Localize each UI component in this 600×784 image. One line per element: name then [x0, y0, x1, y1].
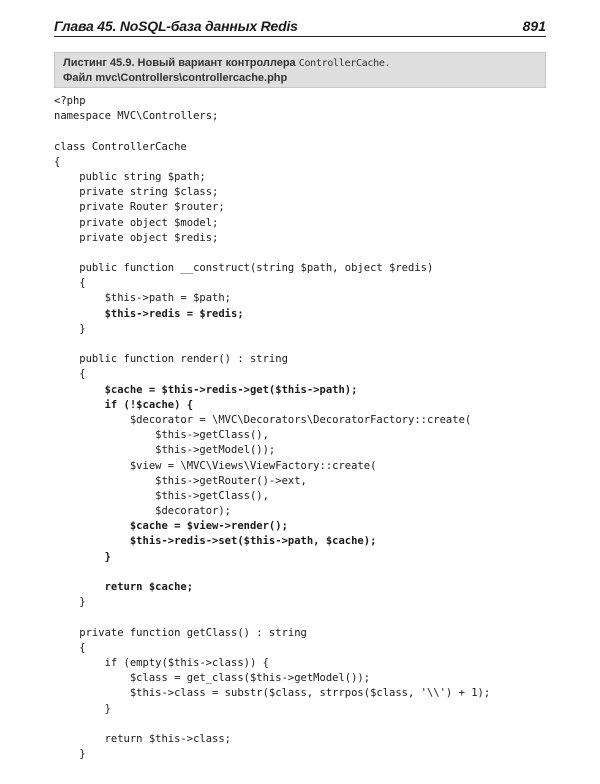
code-line: [54, 246, 546, 261]
listing-caption: [54, 52, 546, 88]
code-line: }: [54, 550, 111, 563]
code-line: public function render() : string: [54, 353, 288, 366]
listing-caption-prefix: Листинг 45.9. Новый вариант контроллера: [63, 57, 299, 69]
code-line: return $cache;: [54, 581, 194, 593]
listing-caption-file: Файл mvc\Controllers\controllercache.php: [63, 72, 288, 84]
code-line: $this->redis->set($this->path, $cache);: [54, 535, 377, 548]
code-line: }: [54, 702, 111, 715]
chapter-title: Глава 45. NoSQL-база данных Redis: [54, 18, 298, 34]
code-line: $cache = $this->redis->get($this->path);: [54, 383, 358, 396]
code-line: public string $path;: [54, 170, 206, 183]
code-line: }: [54, 596, 86, 609]
header-divider: [54, 36, 546, 37]
code-line: {: [54, 368, 86, 381]
code-line: $this->getModel());: [54, 444, 276, 457]
code-line: {: [54, 277, 86, 290]
code-line: }: [54, 322, 86, 335]
code-line: $this->redis = $redis;: [54, 307, 244, 320]
code-line: [54, 124, 546, 139]
code-line: if (!$cache) {: [54, 398, 194, 411]
code-line: private object $redis;: [54, 231, 219, 244]
code-line: $this->class = substr($class, strrpos($class, '\\') + 1);: [54, 687, 491, 700]
code-line: }: [54, 748, 86, 761]
code-line: private Router $router;: [54, 201, 225, 214]
code-line: $this->getClass(),: [54, 489, 269, 502]
code-line: {: [54, 641, 86, 654]
code-line: private object $model;: [54, 216, 219, 229]
listing-caption-title: [63, 56, 537, 71]
code-listing: [54, 94, 546, 762]
code-line: $decorator = \MVC\Decorators\DecoratorFactory::create(: [54, 413, 472, 426]
code-line: namespace MVC\Controllers;: [54, 110, 219, 123]
code-line: {: [54, 155, 61, 168]
code-line: [54, 717, 546, 732]
code-line: $decorator);: [54, 505, 232, 518]
code-line: public function __construct(string $path, object $redis): [54, 262, 434, 275]
code-line: [54, 337, 546, 352]
code-line: $this->getClass(),: [54, 429, 269, 442]
page-number: 891: [522, 18, 546, 34]
code-line: private function getClass() : string: [54, 626, 307, 639]
code-line: [54, 565, 546, 580]
code-line: $cache = $view->render();: [54, 520, 288, 533]
code-line: <?php: [54, 95, 86, 107]
code-line: if (empty($this->class)) {: [54, 656, 269, 669]
code-line: private string $class;: [54, 186, 219, 199]
code-line: $this->path = $path;: [54, 292, 232, 305]
code-line: return $this->class;: [54, 732, 232, 745]
page-header: [54, 16, 546, 36]
code-line: [54, 610, 546, 625]
listing-caption-class-name: ControllerCache.: [298, 58, 391, 69]
code-line: $class = get_class($this->getModel());: [54, 672, 371, 685]
code-line: $this->getRouter()->ext,: [54, 474, 307, 487]
code-line: class ControllerCache: [54, 140, 187, 153]
code-line: $view = \MVC\Views\ViewFactory::create(: [54, 459, 377, 472]
